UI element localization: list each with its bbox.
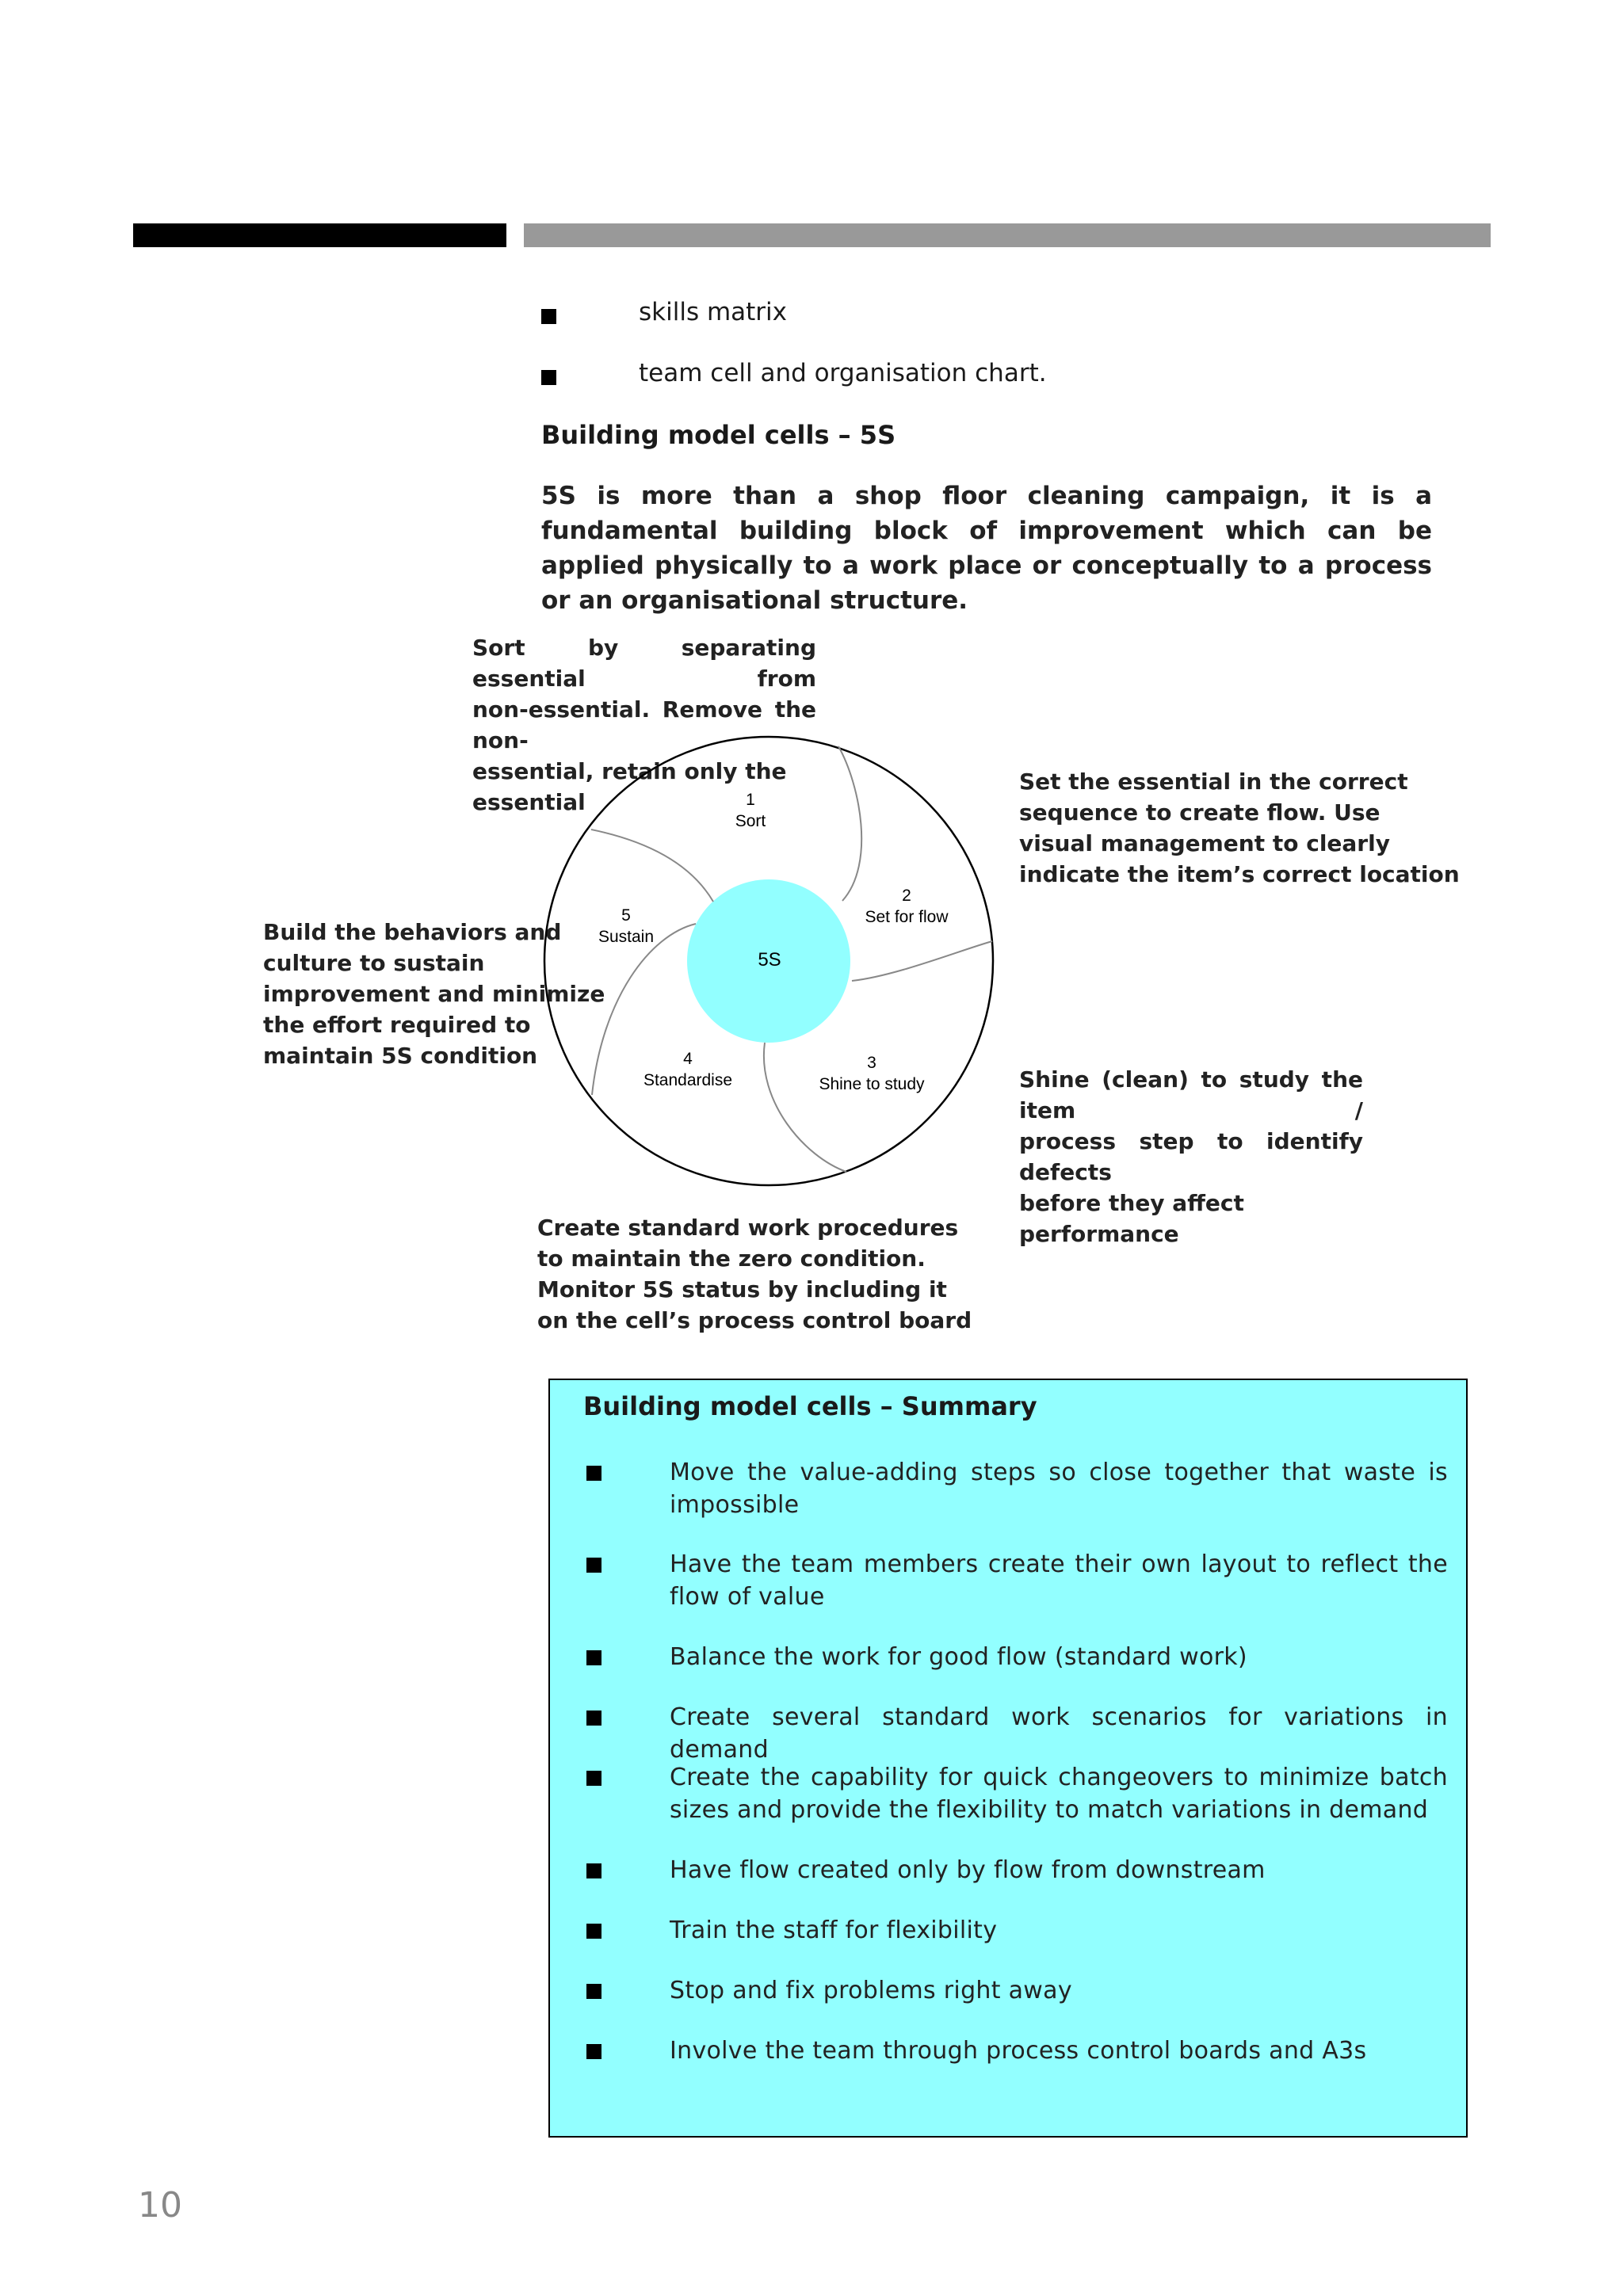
bullet-square-icon xyxy=(586,1466,601,1481)
divider-line xyxy=(852,941,992,981)
page-number: 10 xyxy=(138,2185,182,2225)
segment-label-sustain: Sustain xyxy=(598,928,655,946)
segment-number: 2 xyxy=(902,887,911,905)
bullet-square-icon xyxy=(541,370,556,385)
bullet-square-icon xyxy=(586,2044,601,2059)
bullet-square-icon xyxy=(586,1863,601,1878)
divider-line xyxy=(838,746,861,901)
header-bar-grey xyxy=(524,223,1491,247)
segment-label-set-for-flow: Set for flow xyxy=(865,908,949,926)
divider-line xyxy=(592,924,696,1095)
bullet-square-icon xyxy=(586,1771,601,1786)
segment-label-sort: Sort xyxy=(735,812,766,830)
divider-line xyxy=(591,830,713,902)
center-label: 5S xyxy=(758,949,781,971)
segment-label-standardise: Standardise xyxy=(643,1071,733,1089)
bullet-square-icon xyxy=(586,1711,601,1726)
note-standardise: Create standard work procedures to maintain the zero condition. Monitor 5S status by including it on the cell’s process control board xyxy=(537,1215,972,1333)
bullet-square-icon xyxy=(541,309,556,324)
note-shine: Shine (clean) to study the item / process step to identify defects before they affect performance xyxy=(1019,1066,1363,1247)
section-heading: Building model cells – 5S xyxy=(541,420,896,450)
divider-line xyxy=(764,1043,846,1172)
header-bar-black xyxy=(133,223,506,247)
bullet-square-icon xyxy=(586,1558,601,1573)
bullet-square-icon xyxy=(586,1924,601,1939)
5s-cycle-diagram xyxy=(539,729,999,1188)
note-sustain: Build the behaviors and culture to sustain improvement and minimize the effort required to maintain 5S condition xyxy=(263,919,605,1069)
summary-box: Building model cells – Summary Move the value-adding steps so close together that waste is impossible Have the team members create their own layout to reflect the flow of value Balance the work for good flow (standard work) Create several standard work scenarios for variations in demand Create the capability for quick changeovers to minimize batch sizes and provide the flexibility to match variations in demand Have flow created only by flow from downstream Train the staff for flexibility Stop and fix problems right away Involve the team through process control boards and A3s xyxy=(548,1379,1468,2138)
note-set-for-flow: Set the essential in the correct sequence to create flow. Use visual management to clearly indicate the item’s correct location xyxy=(1019,769,1460,887)
bullet-square-icon xyxy=(586,1650,601,1665)
segment-label-shine-to-study: Shine to study xyxy=(819,1075,925,1093)
segment-number: 1 xyxy=(746,791,755,809)
intro-paragraph: 5S is more than a shop floor cleaning campaign, it is a fundamental building block of improvement which can be applied physically to a work place or conceptually to a process or an organisational structure. xyxy=(541,482,1432,615)
note-sort: Sort by separating essential from non-essential. Remove the non- essential, retain only the essential xyxy=(472,635,816,815)
segment-number: 4 xyxy=(683,1050,693,1068)
segment-number: 5 xyxy=(621,906,631,925)
bullet-square-icon xyxy=(586,1984,601,1999)
segment-number: 3 xyxy=(867,1054,876,1072)
summary-title: Building model cells – Summary xyxy=(583,1391,1037,1421)
